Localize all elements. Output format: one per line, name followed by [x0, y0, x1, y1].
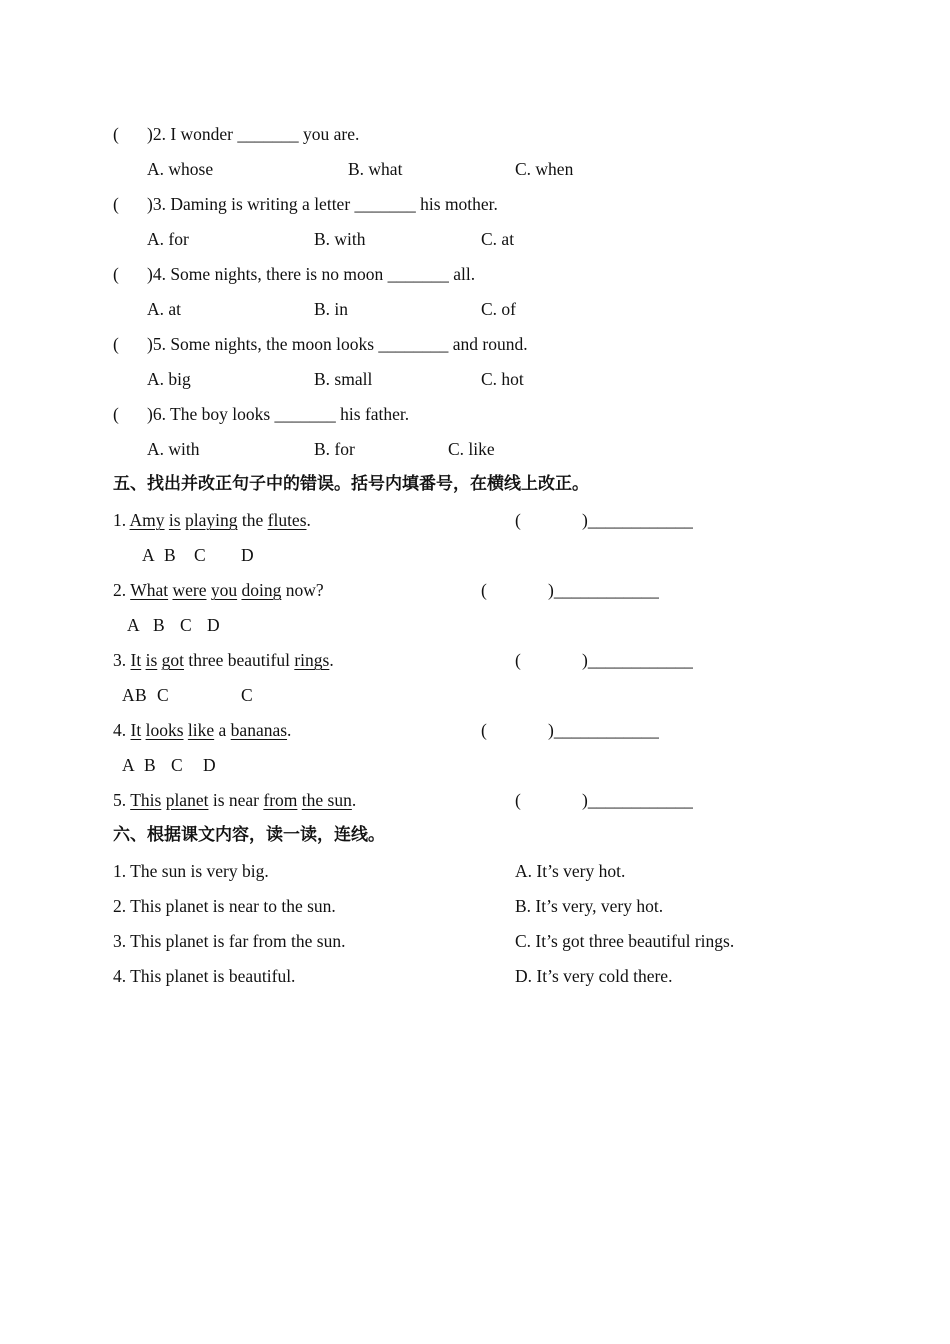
match-right-item[interactable]: C. It’s got three beautiful rings.	[515, 931, 735, 951]
answer-blank[interactable]: )____________	[582, 790, 693, 810]
underlined-word-a[interactable]: It	[130, 650, 142, 670]
answer-blank[interactable]: )____________	[548, 720, 659, 740]
answer-paren-open[interactable]: (	[515, 650, 521, 670]
match-left-item[interactable]: 3. This planet is far from the sun.	[113, 931, 346, 951]
item-number: 3.	[113, 650, 127, 670]
option-b: B. small	[314, 369, 373, 389]
label-c: C	[180, 615, 192, 635]
underlined-word-d[interactable]: bananas	[230, 720, 288, 740]
option-b: B. what	[348, 159, 403, 179]
section-heading-6: 六、根据课文内容，读一读，连线。	[113, 825, 385, 845]
question-stem: )3. Daming is writing a letter _______ his mother.	[147, 194, 498, 214]
label-c: C	[171, 755, 183, 775]
underlined-word-d[interactable]: doing	[241, 580, 282, 600]
option-b: B. for	[314, 439, 355, 459]
punctuation: .	[351, 790, 357, 810]
option-c: C. like	[448, 439, 495, 459]
match-right-item[interactable]: B. It’s very, very hot.	[515, 896, 664, 916]
answer-paren[interactable]: (	[113, 264, 119, 284]
plain-text: now?	[285, 580, 324, 600]
option-b: B. in	[314, 299, 349, 319]
punctuation: .	[306, 510, 311, 530]
section-heading-5: 五、找出并改正句子中的错误。括号内填番号，在横线上改正。	[113, 474, 589, 494]
sentence	[113, 790, 356, 810]
match-right-item[interactable]: D. It’s very cold there.	[515, 966, 673, 986]
underlined-word-c[interactable]: like	[187, 720, 215, 740]
underlined-word-b[interactable]: looks	[145, 720, 184, 740]
answer-blank[interactable]: )____________	[582, 650, 693, 670]
label-a: A	[127, 615, 140, 635]
underlined-word-d[interactable]: rings	[294, 650, 330, 670]
answer-paren[interactable]: (	[113, 404, 119, 424]
underlined-word-b[interactable]: is	[168, 510, 181, 530]
answer-blank[interactable]: )____________	[548, 580, 659, 600]
punctuation: .	[287, 720, 292, 740]
option-c: C. when	[515, 159, 574, 179]
underlined-word-c[interactable]: got	[161, 650, 185, 670]
question-stem: )6. The boy looks _______ his father.	[147, 404, 410, 424]
underlined-word-b[interactable]: planet	[165, 790, 209, 810]
question-stem: )4. Some nights, there is no moon _______ all.	[147, 264, 476, 284]
answer-paren-open[interactable]: (	[481, 720, 487, 740]
item-number: 2.	[113, 580, 127, 600]
label-c: C	[194, 545, 206, 565]
underlined-word-c[interactable]: from	[263, 790, 298, 810]
option-a: A. whose	[147, 159, 214, 179]
option-c: C. at	[481, 229, 515, 249]
item-number: 5.	[113, 790, 127, 810]
underlined-word-c[interactable]: playing	[184, 510, 238, 530]
label-a: A	[142, 545, 155, 565]
option-a: A. for	[147, 229, 189, 249]
option-a: A. at	[147, 299, 182, 319]
label-b: B	[164, 545, 176, 565]
option-b: B. with	[314, 229, 366, 249]
label-d: C	[241, 685, 253, 705]
underlined-word-a[interactable]: What	[130, 580, 169, 600]
item-number: 4.	[113, 720, 127, 740]
plain-text: a	[218, 720, 227, 740]
label-c: C	[157, 685, 169, 705]
answer-paren[interactable]: (	[113, 334, 119, 354]
underlined-word-d[interactable]: the sun	[301, 790, 352, 810]
match-left-item[interactable]: 4. This planet is beautiful.	[113, 966, 296, 986]
sentence	[113, 510, 311, 530]
underlined-word-b[interactable]: is	[145, 650, 158, 670]
plain-text: is near	[212, 790, 259, 810]
match-left-item[interactable]: 1. The sun is very big.	[113, 861, 269, 881]
option-c: C. hot	[481, 369, 524, 389]
label-d: D	[207, 615, 220, 635]
option-a: A. big	[147, 369, 191, 389]
underlined-word-c[interactable]: you	[210, 580, 238, 600]
label-b: B	[153, 615, 165, 635]
option-a: A. with	[147, 439, 200, 459]
sentence	[113, 580, 324, 600]
answer-paren-open[interactable]: (	[481, 580, 487, 600]
underlined-word-b[interactable]: were	[172, 580, 207, 600]
match-right-item[interactable]: A. It’s very hot.	[515, 861, 626, 881]
label-a: A	[122, 685, 135, 705]
sentence	[113, 650, 334, 670]
answer-blank[interactable]: )____________	[582, 510, 693, 530]
underlined-word-a[interactable]: Amy	[129, 510, 165, 530]
punctuation: .	[329, 650, 334, 670]
underlined-word-d[interactable]: flutes	[267, 510, 307, 530]
option-c: C. of	[481, 299, 516, 319]
answer-paren-open[interactable]: (	[515, 510, 521, 530]
underlined-word-a[interactable]: It	[130, 720, 142, 740]
question-stem: )5. Some nights, the moon looks ________ and round.	[147, 334, 528, 354]
sentence	[113, 720, 291, 740]
label-d: D	[241, 545, 254, 565]
plain-text: three beautiful	[188, 650, 290, 670]
label-b: B	[144, 755, 156, 775]
answer-paren[interactable]: (	[113, 124, 119, 144]
label-a: A	[122, 755, 135, 775]
question-stem: )2. I wonder _______ you are.	[147, 124, 360, 144]
label-d: D	[203, 755, 216, 775]
answer-paren[interactable]: (	[113, 194, 119, 214]
underlined-word-a[interactable]: This	[130, 790, 162, 810]
match-left-item[interactable]: 2. This planet is near to the sun.	[113, 896, 336, 916]
label-b: B	[135, 685, 147, 705]
item-number: 1.	[113, 510, 127, 530]
plain-text: the	[241, 510, 264, 530]
answer-paren-open[interactable]: (	[515, 790, 521, 810]
